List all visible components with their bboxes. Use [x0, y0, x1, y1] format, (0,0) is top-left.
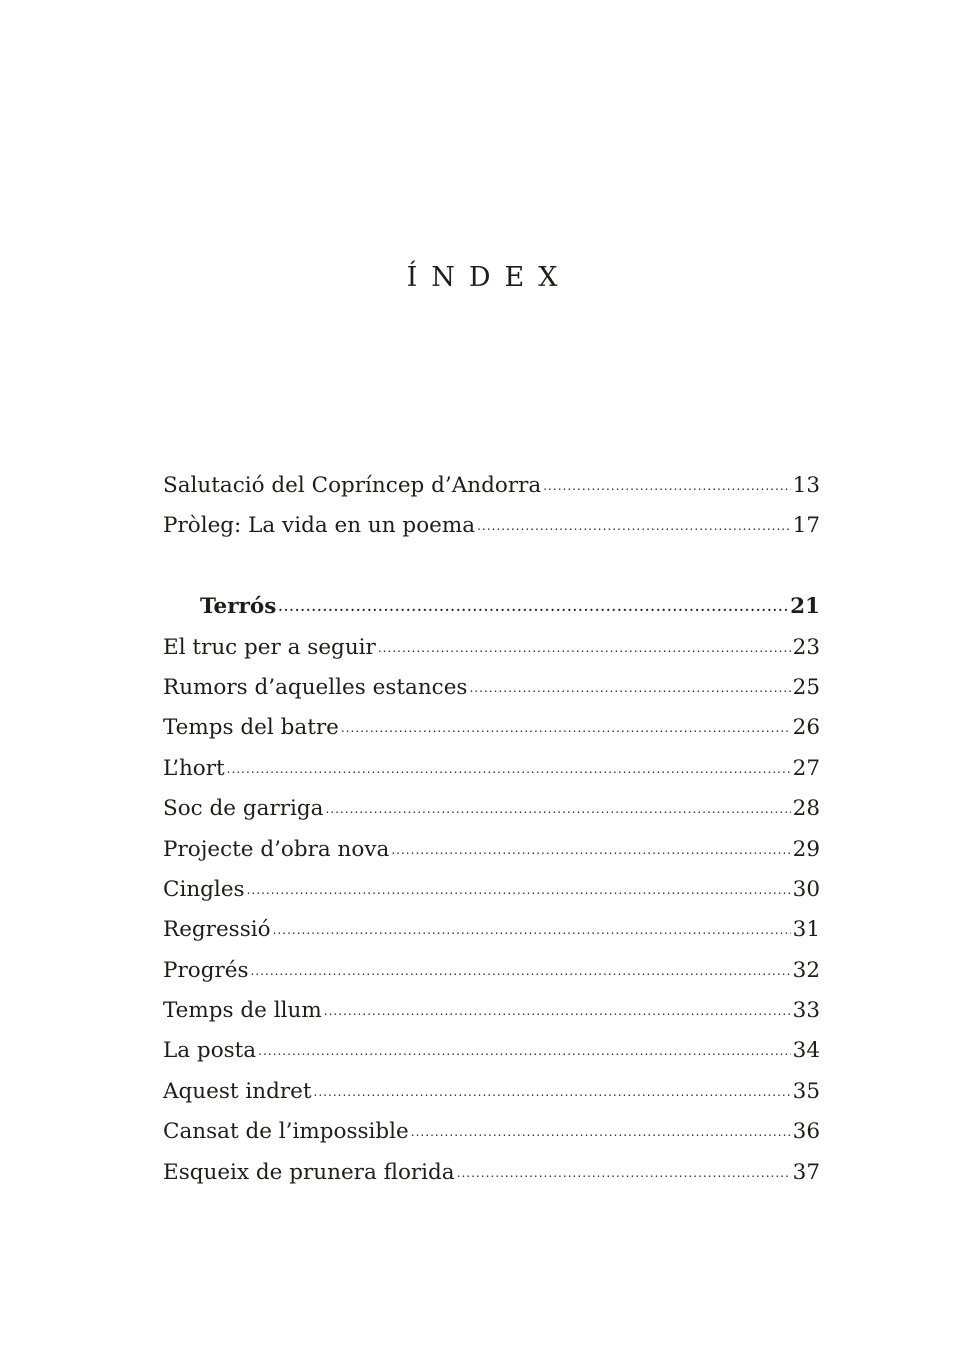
dot-leader [411, 1118, 791, 1138]
toc-entry-page: 25 [792, 674, 820, 700]
toc-entry-page: 17 [792, 513, 820, 539]
dot-leader [227, 755, 791, 775]
table-of-contents [163, 466, 820, 1193]
dot-leader [378, 634, 791, 654]
toc-entry-page: 28 [792, 796, 820, 822]
toc-entry [163, 708, 820, 748]
dot-leader [314, 1078, 791, 1098]
toc-entry-page: 30 [792, 876, 820, 902]
toc-entry-label: Cingles [163, 876, 245, 902]
page-title: ÍNDEX [406, 262, 572, 293]
dot-leader [477, 512, 791, 532]
toc-entry-label: El truc per a seguir [163, 634, 376, 660]
toc-entry [163, 749, 820, 789]
toc-entry [163, 910, 820, 950]
toc-entry [163, 1072, 820, 1112]
toc-entry-page: 26 [792, 715, 820, 741]
toc-entry-list [163, 628, 820, 1193]
dot-leader [247, 876, 791, 896]
toc-entry-label: Projecte d’obra nova [163, 836, 390, 862]
dot-leader [457, 1159, 791, 1179]
toc-entry-page: 34 [792, 1038, 820, 1064]
toc-entry-page: 35 [792, 1078, 820, 1104]
toc-entry-page: 36 [792, 1119, 820, 1145]
toc-entry-label: Rumors d’aquelles estances [163, 674, 468, 700]
dot-leader [469, 674, 790, 694]
toc-entry [163, 506, 820, 546]
toc-entry [163, 1112, 820, 1152]
toc-entry-page: 31 [792, 917, 820, 943]
toc-entry-page: 29 [792, 836, 820, 862]
toc-entry-page: 37 [792, 1159, 820, 1185]
dot-leader [543, 472, 790, 492]
toc-entry [163, 870, 820, 910]
toc-entry [163, 668, 820, 708]
toc-entry-label: Regressió [163, 917, 271, 943]
toc-entry-label: L’hort [163, 755, 225, 781]
dot-leader [278, 593, 788, 613]
toc-section-heading [163, 587, 820, 627]
toc-entry [163, 1153, 820, 1193]
toc-entry [163, 1031, 820, 1071]
dot-leader [251, 957, 791, 977]
toc-entry-label: La posta [163, 1038, 257, 1064]
toc-entry-label: Cansat de l’impossible [163, 1119, 409, 1145]
toc-entry-page: 27 [792, 755, 820, 781]
toc-entry-page: 32 [792, 957, 820, 983]
dot-leader [258, 1037, 791, 1057]
toc-entry [163, 789, 820, 829]
toc-entry [163, 951, 820, 991]
toc-entry-label: Temps de llum [163, 998, 322, 1024]
toc-section-page: 21 [790, 594, 820, 620]
section-gap [163, 547, 820, 587]
dot-leader [325, 795, 790, 815]
toc-entry-label: Temps del batre [163, 715, 339, 741]
toc-entry-label: Esqueix de prunera florida [163, 1159, 455, 1185]
toc-entry-label: Progrés [163, 957, 249, 983]
dot-leader [341, 714, 791, 734]
toc-entry-label: Soc de garriga [163, 796, 324, 822]
toc-entry [163, 466, 820, 506]
toc-section-label: Terrós [200, 594, 277, 620]
dot-leader [324, 997, 791, 1017]
toc-entry [163, 991, 820, 1031]
toc-entry [163, 830, 820, 870]
toc-entry-label: Aquest indret [163, 1078, 312, 1104]
toc-entry-page: 33 [792, 998, 820, 1024]
dot-leader [391, 836, 790, 856]
toc-entry-label: Pròleg: La vida en un poema [163, 513, 476, 539]
toc-entry-label: Salutació del Copríncep d’Andorra [163, 473, 542, 498]
toc-entry [163, 628, 820, 668]
dot-leader [273, 916, 791, 936]
toc-entry-page: 13 [792, 473, 820, 498]
toc-entry-page: 23 [792, 634, 820, 660]
